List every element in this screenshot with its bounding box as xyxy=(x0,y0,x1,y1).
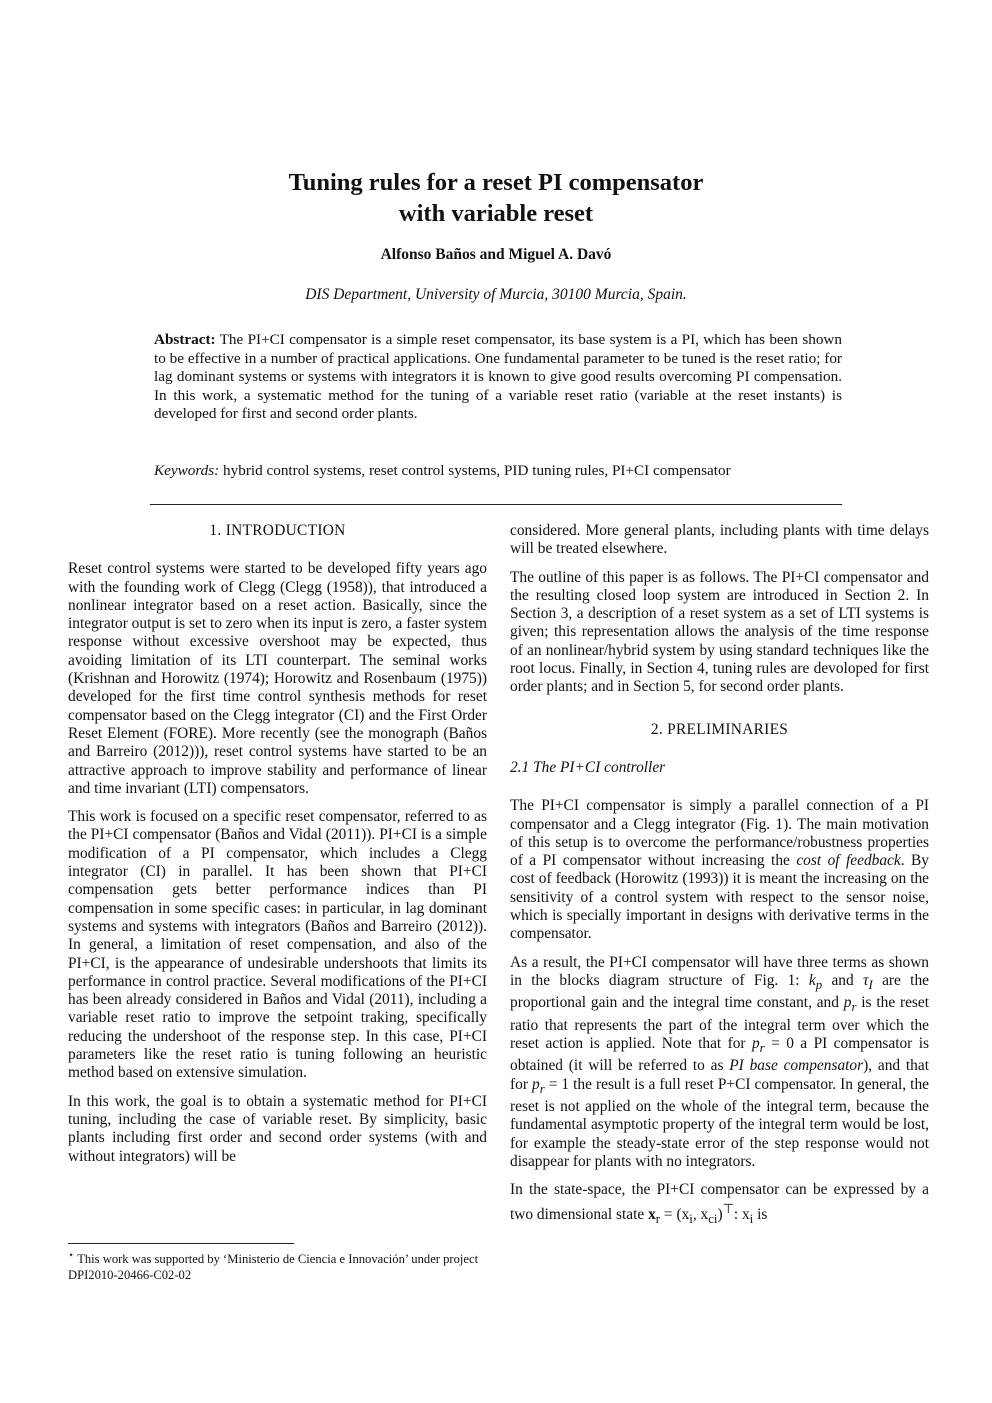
p2-text-e: a PI compensator is obtained (it will be referred to as xyxy=(510,1034,929,1075)
preliminaries-paragraph-3 xyxy=(510,1181,929,1228)
keywords xyxy=(154,462,774,481)
p3-text-b: : x xyxy=(733,1205,750,1223)
footnote-mark: ⋆ xyxy=(68,1250,75,1261)
symbol-pr2-sub: r xyxy=(759,1041,765,1056)
left-column xyxy=(68,522,487,1176)
preliminaries-paragraph-1 xyxy=(510,797,929,943)
title-line-2: with variable reset xyxy=(398,200,594,227)
p3-eq: = (x xyxy=(660,1205,690,1223)
symbol-tau-sub: I xyxy=(868,978,873,993)
abstract xyxy=(154,331,842,424)
p3-comma: , x xyxy=(692,1205,709,1223)
intro-paragraph-1: Reset control systems were started to be developed fifty years ago with the founding work of Clegg (Clegg (1958)), that introduced a nonlinear integrator based on a reset action. Basically, since the integrator output is set to zero when its input is zero, a faster system response without excessive overshoot may be expected, thus avoiding limitation of its LTI counterpart. The seminal works (Krishnan and Horowitz (1974); Horowitz and Rosenbaum (1975)) developed for the first time control synthesis methods for reset compensator based on the Clegg integrator (CI) and the First Order Reset Element (FORE). More recently (see the monograph (Baños and Barreiro (2012))), reset control systems have started to be an attractive approach to improve stability and performance of linear and time invariant (LTI) compensators. xyxy=(68,560,487,797)
p3-transpose: ⊤ xyxy=(722,1201,734,1216)
intro-paragraph-4: considered. More general plants, including plants with time delays will be treated elsewhere. xyxy=(510,522,929,558)
symbol-pr-3 xyxy=(531,1075,545,1096)
p2-text-c: are the proportional gain and the integral time constant, and xyxy=(510,971,929,1012)
authors: Alfonso Baños and Miguel A. Davó xyxy=(380,246,612,263)
symbol-kp-sub: p xyxy=(815,978,823,993)
footnote-text: This work was supported by ‘Ministerio de Ciencia e Innovación’ under project DPI2010-20466-C02-02 xyxy=(68,1252,479,1283)
p1-text-a: The PI+CI compensator is simply a parallel connection of a PI compensator and a Clegg integrator (Fig. 1). The main motivation of this setup is to overcome the performance/robustness properties of a PI compensator without increasing the xyxy=(510,797,929,870)
symbol-pr-base: p xyxy=(843,994,852,1012)
right-column xyxy=(510,522,929,1238)
p2-text-b: and xyxy=(822,971,863,989)
p3-close: ) xyxy=(717,1205,723,1223)
symbol-pr3-base: p xyxy=(531,1075,540,1093)
affiliation: DIS Department, University of Murcia, 30100 Murcia, Spain. xyxy=(305,286,687,303)
intro-paragraph-5: The outline of this paper is as follows. The PI+CI compensator and the resulting closed loop system are introduced in Section 2. In Section 3, a description of a reset system as a set of LTI systems is given; this representation allows the analysis of the time response of an nonlinear/hybrid system by using standard techniques like the root locus. Finally, in Section 4, tuning rules are devoloped for first order plants; and in Section 5, for second order plants. xyxy=(510,568,929,696)
preliminaries-paragraph-2 xyxy=(510,954,929,1172)
p2-text-f: ), and that for xyxy=(510,1057,929,1093)
symbol-tau-base: τ xyxy=(862,971,869,989)
section-heading-preliminaries: 2. PRELIMINARIES xyxy=(650,720,789,738)
symbol-pr xyxy=(843,994,857,1015)
p2-text-a: As a result, the PI+CI compensator will have three terms as shown in the blocks diagram structure of Fig. 1: xyxy=(510,953,929,989)
p2-text-g: the result is a full reset P+CI compensator. In general, the reset is not applied on the whole of the integral term, because the fundamental asymptotic property of the integral term would be lost, for example the steady-state error of the step response would not disappear for plants with no integrators. xyxy=(510,1075,929,1170)
p3-text-c: is xyxy=(753,1205,768,1223)
intro-paragraph-3: In this work, the goal is to obtain a systematic method for PI+CI tuning, including the case of variable reset. By simplicity, basic plants including first order and second order systems (with and without integrators) will be xyxy=(68,1092,487,1165)
p2-text-d: is the reset ratio that represents the part of the integral term over which the reset action is applied. Note that for xyxy=(510,994,930,1052)
footnote-divider xyxy=(68,1243,294,1244)
subsection-heading-pici: 2.1 The PI+CI controller xyxy=(510,758,666,776)
section-heading-introduction: 1. INTRODUCTION xyxy=(209,522,346,539)
keywords-label: Keywords: xyxy=(154,462,220,479)
symbol-pr3-sub: r xyxy=(539,1081,545,1096)
abstract-text: The PI+CI compensator is a simple reset compensator, its base system is a PI, which has been shown to be effective in a number of practical applications. One fundamental parameter to be tuned is the reset ratio; for lag dominant systems or systems with integrators it is known to give good results overcoming PI compensation. In this work, a systematic method for the tuning of a variable reset ratio (variable at the reset instants) is developed for first and second order plants. xyxy=(154,331,842,422)
symbol-x-sub: r xyxy=(655,1211,661,1226)
symbol-pr-2 xyxy=(751,1034,765,1056)
p3-sub-i: i xyxy=(689,1211,693,1226)
keywords-text: hybrid control systems, reset control systems, PID tuning rules, PI+CI compensator xyxy=(223,462,731,479)
p2-eq-1: = 1 xyxy=(544,1075,570,1093)
symbol-pr2-base: p xyxy=(751,1034,760,1052)
abstract-divider xyxy=(150,504,842,505)
p3-sub-ci: ci xyxy=(708,1211,718,1226)
symbol-kp-base: k xyxy=(808,971,816,989)
intro-paragraph-2: This work is focused on a specific reset compensator, referred to as the PI+CI compensator (Baños and Vidal (2011)). PI+CI is a simple modification of a PI compensator, which includes a Clegg integrator (CI) in parallel. It has been shown that PI+CI compensation gets better performance indices than PI compensation in some specific cases: in particular, in lag dominant systems and systems with integrators (Baños and Barreiro (2012)). In general, a limitation of reset compensation, and also of the PI+CI, is the appearance of undesirable undershoots that limits its performance in control practice. Several modifications of the PI+CI has been already considered in Baños and Vidal (2011), including a variable reset ratio to improve the setpoint traking, specifically reducing the undershoot of the response step. In this case, PI+CI parameters like the reset ratio is tuning following an heuristic method based on extensive simulation. xyxy=(68,808,487,1082)
symbol-pr-sub: r xyxy=(851,1000,857,1015)
title-line-1: Tuning rules for a reset PI compensator xyxy=(288,169,704,196)
symbol-x: x xyxy=(648,1205,656,1223)
abstract-label: Abstract: xyxy=(154,331,216,348)
symbol-kp xyxy=(808,971,823,993)
p2-eq-0: = 0 xyxy=(764,1034,794,1052)
p1-emphasis: cost of feedback xyxy=(796,852,901,870)
symbol-tau xyxy=(862,971,873,993)
paper-title xyxy=(0,167,992,229)
p1-text-b: . By cost of feedback (Horowitz (1993)) it is meant the increasing on the sensitivity of a control system with respect to the sensor noise, which is specially important in designs with derivative terms in the compensator. xyxy=(510,852,929,943)
p2-emphasis: PI base compensator xyxy=(729,1057,864,1075)
p3-sub-i2: i xyxy=(749,1211,754,1226)
p3-text-a: In the state-space, the PI+CI compensator can be expressed by a two dimensional state xyxy=(510,1181,929,1223)
footnote xyxy=(68,1248,488,1283)
